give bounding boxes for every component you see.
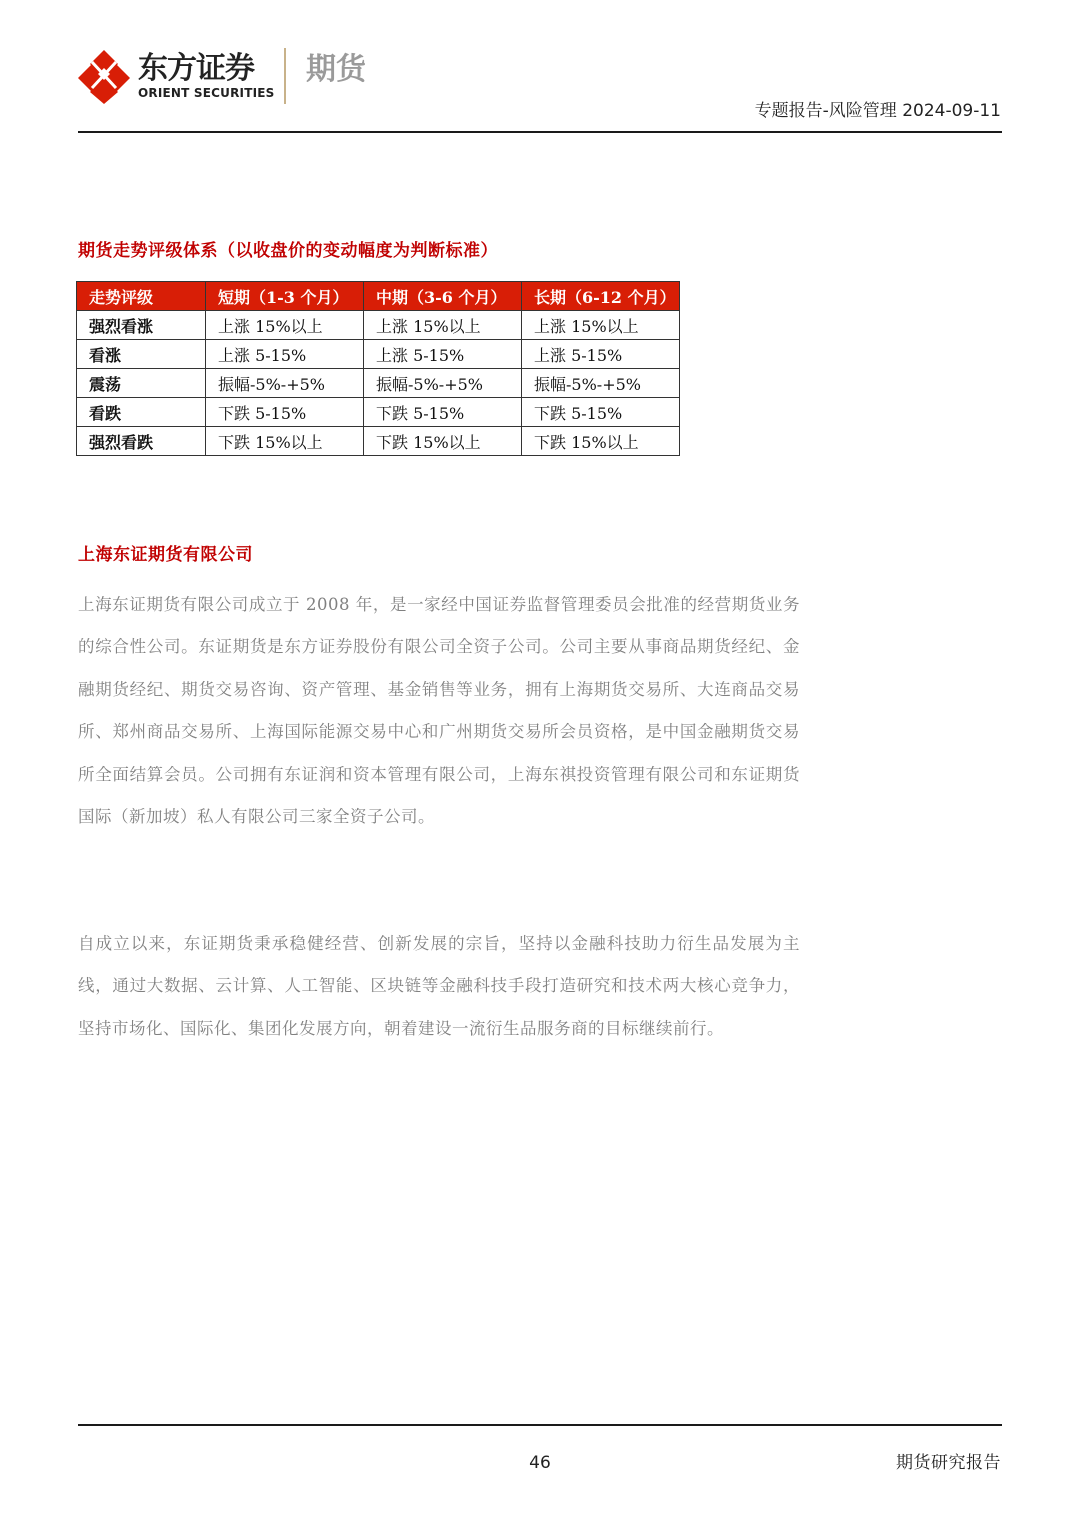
table-cell: 下跌 5-15%: [522, 398, 680, 427]
table-header-cell: 走势评级: [77, 282, 206, 311]
company-section-title: 上海东证期货有限公司: [78, 545, 253, 565]
rating-label: 强烈看涨: [77, 311, 206, 340]
table-row: [77, 369, 680, 398]
company-logo: [78, 48, 275, 104]
rating-label: 看涨: [77, 340, 206, 369]
orient-logo-icon: [78, 48, 130, 104]
header-rule: [78, 131, 1002, 133]
table-cell: 振幅-5%-+5%: [364, 369, 522, 398]
table-row: [77, 340, 680, 369]
table-cell: 下跌 5-15%: [364, 398, 522, 427]
table-cell: 上涨 5-15%: [522, 340, 680, 369]
table-header-cell: 短期（1-3 个月）: [206, 282, 364, 311]
table-row: [77, 311, 680, 340]
rating-table-title: 期货走势评级体系（以收盘价的变动幅度为判断标准）: [78, 241, 498, 261]
table-cell: 上涨 15%以上: [522, 311, 680, 340]
table-cell: 上涨 5-15%: [206, 340, 364, 369]
rating-table: [76, 281, 680, 456]
company-paragraph-1: 上海东证期货有限公司成立于 2008 年，是一家经中国证券监督管理委员会批准的经营期货业务的综合性公司。东证期货是东方证券股份有限公司全资子公司。公司主要从事商品期货经纪、金融期货经纪、期货交易咨询、资产管理、基金销售等业务，拥有上海期货交易所、大连商品交易所、郑州商品交易所、上海国际能源交易中心和广州期货交易所会员资格，是中国金融期货交易所全面结算会员。公司拥有东证润和资本管理有限公司，上海东祺投资管理有限公司和东证期货国际（新加坡）私人有限公司三家全资子公司。: [78, 595, 800, 827]
table-cell: 上涨 15%以上: [206, 311, 364, 340]
report-meta: 专题报告-风险管理 2024-09-11: [754, 101, 1001, 121]
company-paragraph-2: 自成立以来，东证期货秉承稳健经营、创新发展的宗旨，坚持以金融科技助力衍生品发展为主线，通过大数据、云计算、人工智能、区块链等金融科技手段打造研究和技术两大核心竞争力，坚持市场化、国际化、集团化发展方向，朝着建设一流衍生品服务商的目标继续前行。: [78, 934, 800, 1038]
table-cell: 下跌 5-15%: [206, 398, 364, 427]
logo-divider: [284, 48, 286, 104]
table-cell: 上涨 15%以上: [364, 311, 522, 340]
table-cell: 上涨 5-15%: [364, 340, 522, 369]
page-number: 46: [529, 1453, 551, 1473]
table-cell: 下跌 15%以上: [206, 427, 364, 456]
table-row: [77, 398, 680, 427]
rating-label: 强烈看跌: [77, 427, 206, 456]
table-cell: 下跌 15%以上: [522, 427, 680, 456]
table-row: [77, 427, 680, 456]
table-header-cell: 长期（6-12 个月）: [522, 282, 680, 311]
table-cell: 振幅-5%-+5%: [522, 369, 680, 398]
logo-chinese-name: 东方证券: [138, 51, 254, 86]
footer-rule: [78, 1424, 1002, 1426]
rating-label: 看跌: [77, 398, 206, 427]
logo-subtitle: 期货: [306, 52, 366, 87]
table-header-row: [77, 282, 680, 311]
table-header-cell: 中期（3-6 个月）: [364, 282, 522, 311]
logo-english-name: ORIENT SECURITIES: [138, 86, 275, 100]
table-cell: 振幅-5%-+5%: [206, 369, 364, 398]
rating-label: 震荡: [77, 369, 206, 398]
footer-label: 期货研究报告: [896, 1453, 1001, 1473]
table-cell: 下跌 15%以上: [364, 427, 522, 456]
